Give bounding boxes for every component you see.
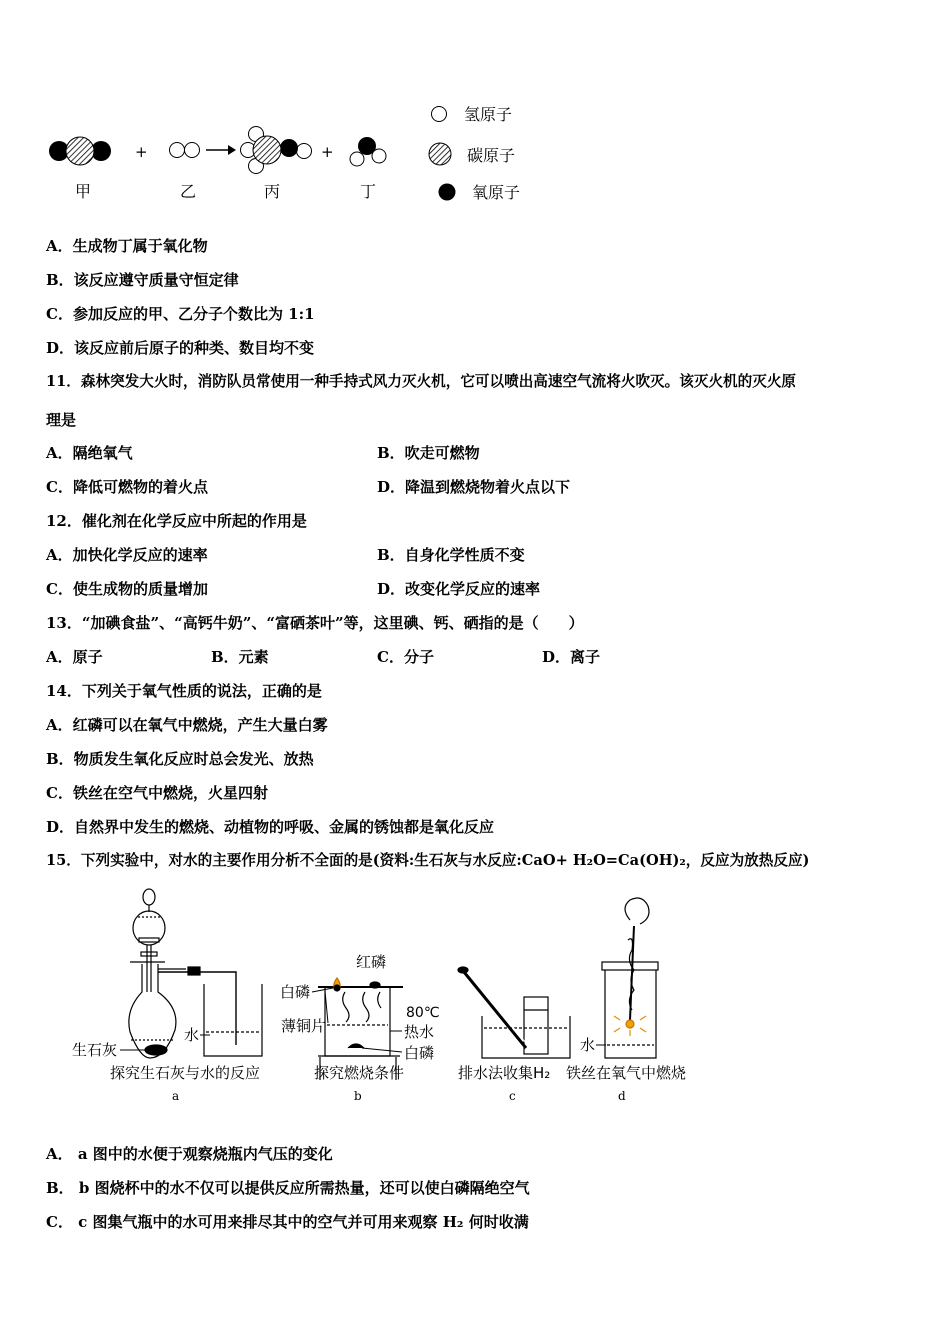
b-part-white-phosphorus-bottom: 白磷 [404,1044,435,1062]
reaction-arrow-icon [206,145,236,155]
label-ding: 丁 [360,182,377,201]
legend-oxygen: 氧原子 [472,183,521,202]
q15-option-c: C． c 图集气瓶中的水可用来排尽其中的空气并可用来观察 H₂ 何时收满 [46,1213,529,1231]
d-label: d [618,1089,626,1103]
legend-hydrogen: 氢原子 [464,105,513,124]
q10-option-b: B．该反应遵守质量守恒定律 [46,271,239,289]
experiment-figure [0,880,950,1120]
b-part-red-phosphorus: 红磷 [356,953,387,971]
b-part-copper-sheet: 薄铜片 [281,1017,327,1035]
q12-stem: 12．催化剂在化学反应中所起的作用是 [46,512,307,530]
molecule-ding [350,137,386,166]
q12-option-c: C．使生成物的质量增加 [46,580,208,598]
q11-option-b: B．吹走可燃物 [377,444,480,462]
q14-option-d: D．自然界中发生的燃烧、动植物的呼吸、金属的锈蚀都是氧化反应 [46,818,495,836]
plus-sign-2: + [321,143,334,161]
label-bing: 丙 [264,182,281,201]
a-label: a [172,1089,180,1103]
q15-option-b: B． b 图烧杯中的水不仅可以提供反应所需热量，还可以使白磷隔绝空气 [46,1179,530,1197]
q13-option-d: D．离子 [542,648,601,666]
q14-stem: 14．下列关于氧气性质的说法，正确的是 [46,682,322,700]
q13-option-a: A．原子 [46,648,103,666]
q11-stem: 11．森林突发大火时，消防队员常使用一种手持式风力灭火机，它可以喷出高速空气流将火吹灭。该灭火机的灭火原 [46,373,797,390]
d-part-water: 水 [580,1036,596,1054]
q14-option-b: B．物质发生氧化反应时总会发光、放热 [46,750,314,768]
b-part-white-phosphorus-top: 白磷 [280,983,311,1001]
q14-option-a: A．红磷可以在氧气中燃烧，产生大量白雾 [46,716,328,734]
q13-option-b: B．元素 [211,648,269,666]
q15-stem: 15．下列实验中，对水的主要作用分析不全面的是(资料:生石灰与水反应:CaO+ H₂O=Ca(OH)₂，反应为放热反应) [46,852,810,869]
label-yi: 乙 [180,182,197,201]
q11-option-c: C．降低可燃物的着火点 [46,478,208,496]
b-part-temperature: 80℃ [406,1005,440,1021]
apparatus-d [602,898,658,1058]
b-part-hot-water: 热水 [404,1023,435,1041]
q12-option-a: A．加快化学反应的速率 [46,546,208,564]
c-caption: 排水法收集H₂ [458,1064,551,1082]
carbon-atom-icon [429,143,451,165]
q11-option-d: D．降温到燃烧物着火点以下 [377,478,571,496]
a-caption: 探究生石灰与水的反应 [110,1064,261,1082]
hydrogen-atom-icon [432,107,447,122]
q14-option-c: C．铁丝在空气中燃烧，火星四射 [46,784,268,802]
molecule-yi [170,143,200,158]
label-jia: 甲 [75,182,92,201]
plus-sign-1: + [135,143,148,161]
q10-option-d: D．该反应前后原子的种类、数目均不变 [46,339,315,357]
q12-option-d: D．改变化学反应的速率 [377,580,541,598]
q10-option-c: C．参加反应的甲、乙分子个数比为 1:1 [46,305,315,323]
q11-stem-cont: 理是 [46,411,77,429]
oxygen-atom-icon [439,184,456,201]
a-part-water: 水 [184,1026,200,1044]
apparatus-c [458,967,570,1058]
b-caption: 探究燃烧条件 [314,1064,405,1082]
a-part-lime: 生石灰 [72,1041,118,1059]
molecule-bing [241,127,312,174]
q10-option-a: A．生成物丁属于氧化物 [46,237,208,255]
legend-carbon: 碳原子 [467,146,516,165]
c-label: c [509,1089,516,1103]
q12-option-b: B．自身化学性质不变 [377,546,525,564]
molecule-reaction-diagram [0,0,950,220]
q13-stem: 13．“加碘食盐”、“高钙牛奶”、“富硒茶叶”等，这里碘、钙、硒指的是（ ） [46,614,584,632]
q11-option-a: A．隔绝氧气 [46,444,133,462]
b-label: b [354,1089,362,1103]
q15-option-a: A． a 图中的水便于观察烧瓶内气压的变化 [46,1145,333,1163]
q13-option-c: C．分子 [377,648,434,666]
molecule-jia [49,137,111,165]
d-caption: 铁丝在氧气中燃烧 [566,1064,687,1082]
